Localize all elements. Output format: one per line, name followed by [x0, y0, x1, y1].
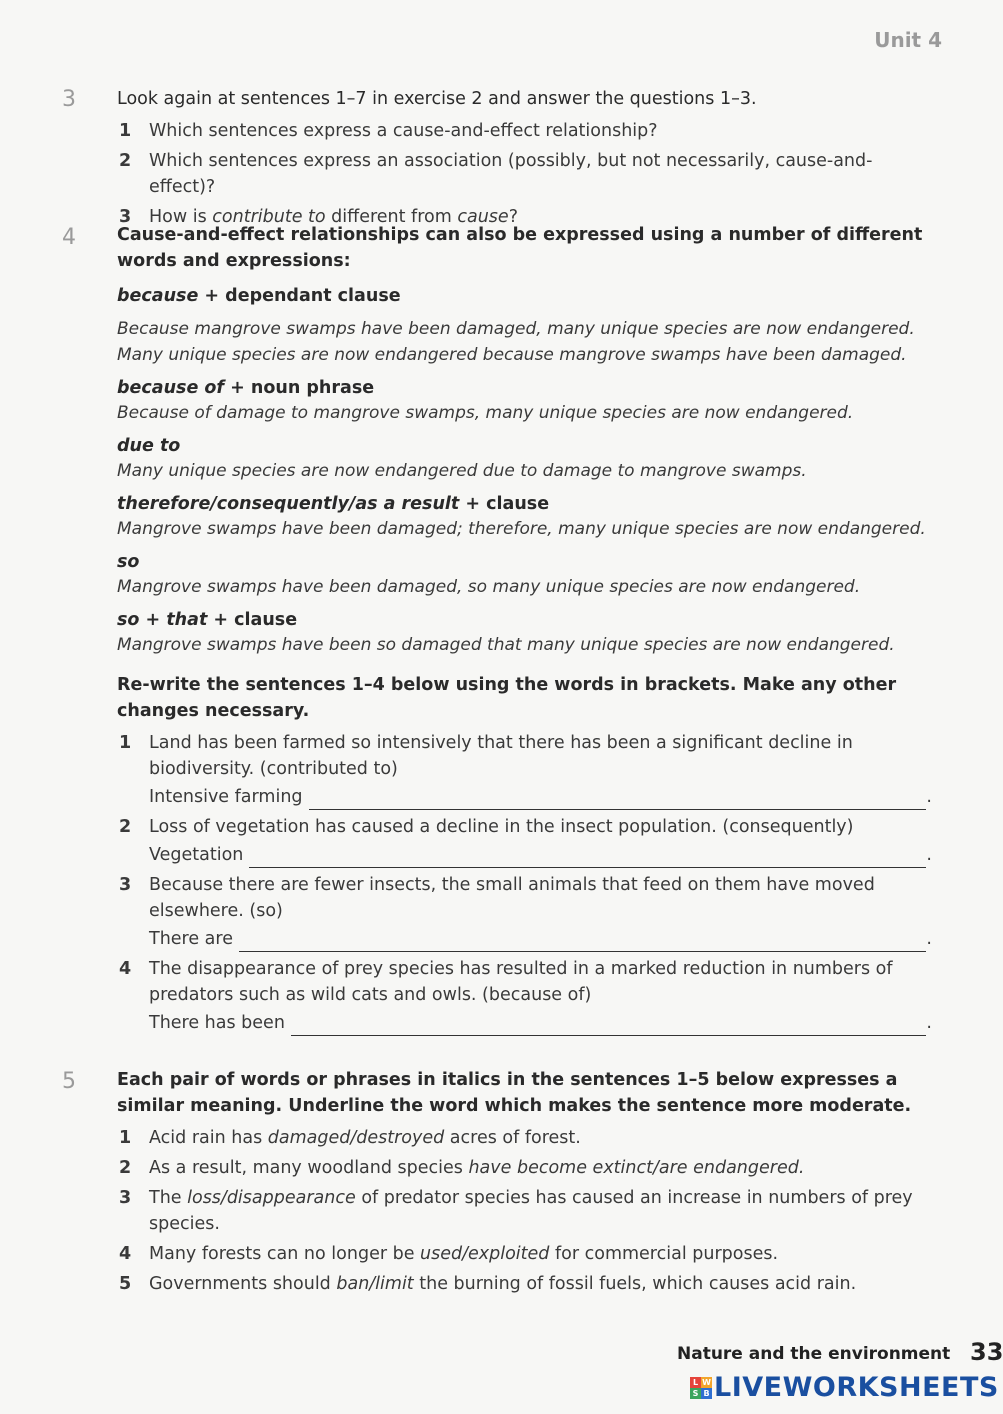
liveworksheets-logo-icon — [690, 1377, 712, 1399]
word-pair-1[interactable]: damaged/destroyed — [267, 1128, 445, 1148]
exercise-5 — [117, 1067, 932, 1297]
pattern-because-example-1: Because mangrove swamps have been damaged, many unique species are now endangered. — [117, 319, 915, 339]
pattern-therefore-heading: therefore/consequently/as a result + clause — [117, 494, 550, 514]
exercise-5-sentence-1: 1 Acid rain has damaged/destroyed acres of forest. — [119, 1128, 581, 1148]
logo-tile: B — [701, 1388, 712, 1399]
answer-line-2[interactable] — [249, 849, 926, 868]
pattern-so-that-example: Mangrove swamps have been so damaged that many unique species are now endangered. — [117, 635, 895, 655]
logo-tile: L — [690, 1377, 701, 1388]
rewrite-sentence-2: 2 Loss of vegetation has caused a decline in the insect population. (consequently) — [119, 817, 854, 837]
pattern-so-example: Mangrove swamps have been damaged, so many unique species are now endangered. — [117, 577, 861, 597]
rewrite-answer-1[interactable]: Intensive farming . — [117, 784, 932, 810]
rewrite-answer-4[interactable]: There has been . — [117, 1010, 932, 1036]
exercise-5-number: 5 — [62, 1069, 76, 1094]
pattern-so-that-heading: so + that + clause — [117, 610, 298, 630]
footer-title: Nature and the environment — [677, 1344, 951, 1364]
pattern-therefore-example: Mangrove swamps have been damaged; therefore, many unique species are now endangered. — [117, 519, 926, 539]
exercise-5-instruction: Each pair of words or phrases in italics in the sentences 1–5 below expresses a similar meaning. Underline the word which makes the sentence more moderate. — [117, 1070, 912, 1116]
word-pair-5[interactable]: ban/limit — [336, 1274, 414, 1294]
exercise-4-instruction: Cause-and-effect relationships can also be expressed using a number of different words and expressions: — [117, 225, 923, 271]
rewrite-sentence-1: 1 Land has been farmed so intensively that there has been a significant decline in biodiversity. (contributed to) — [119, 733, 853, 779]
pattern-because-of-heading: because of + noun phrase — [117, 378, 375, 398]
rewrite-answer-2[interactable]: Vegetation . — [117, 842, 932, 868]
exercise-3 — [117, 86, 932, 230]
exercise-3-question-1: 1 Which sentences express a cause-and-effect relationship? — [119, 121, 658, 141]
rewrite-answer-3[interactable]: There are . — [117, 926, 932, 952]
pattern-due-to-example: Many unique species are now endangered due to damage to mangrove swamps. — [117, 461, 807, 481]
unit-label: Unit 4 — [874, 28, 942, 52]
exercise-5-sentence-5: 5 Governments should ban/limit the burning of fossil fuels, which causes acid rain. — [119, 1274, 857, 1294]
logo-tile: S — [690, 1388, 701, 1399]
liveworksheets-brand — [690, 1372, 999, 1403]
logo-tile: W — [702, 1377, 711, 1387]
answer-line-1[interactable] — [309, 791, 927, 810]
answer-line-4[interactable] — [291, 1017, 927, 1036]
exercise-5-sentence-4: 4 Many forests can no longer be used/exploited for commercial purposes. — [119, 1244, 779, 1264]
word-pair-4[interactable]: used/exploited — [420, 1244, 550, 1264]
rewrite-sentence-4: 4 The disappearance of prey species has resulted in a marked reduction in numbers of predators such as wild cats and owls. (because of) — [119, 959, 893, 1005]
rewrite-instruction: Re-write the sentences 1–4 below using the words in brackets. Make any other changes necessary. — [117, 675, 897, 721]
pattern-because-of-example: Because of damage to mangrove swamps, many unique species are now endangered. — [117, 403, 854, 423]
exercise-3-question-2: 2 Which sentences express an association (possibly, but not necessarily, cause-and-effect)? — [119, 151, 873, 197]
word-pair-2[interactable]: have become extinct/are endangered. — [468, 1158, 805, 1178]
brand-text: LIVEWORKSHEETS — [714, 1372, 999, 1403]
pattern-so-heading: so — [117, 552, 140, 572]
pattern-due-to-heading: due to — [117, 436, 181, 456]
exercise-5-sentence-2: 2 As a result, many woodland species have become extinct/are endangered. — [119, 1158, 805, 1178]
rewrite-sentence-3: 3 Because there are fewer insects, the small animals that feed on them have moved elsewhere. (so) — [119, 875, 875, 921]
pattern-because-example-2: Many unique species are now endangered because mangrove swamps have been damaged. — [117, 345, 907, 365]
word-pair-3[interactable]: loss/disappearance — [187, 1188, 356, 1208]
exercise-3-question-3: 3 How is contribute to different from cause? — [119, 207, 518, 227]
exercise-4-number: 4 — [62, 225, 76, 250]
answer-line-3[interactable] — [239, 933, 926, 952]
pattern-because-heading: because + dependant clause — [117, 286, 401, 306]
exercise-3-number: 3 — [62, 87, 76, 112]
exercise-4 — [117, 222, 932, 1036]
exercise-5-sentence-3: 3 The loss/disappearance of predator species has caused an increase in numbers of prey species. — [119, 1188, 913, 1234]
page-number: 33 — [970, 1338, 1003, 1366]
exercise-3-instruction: Look again at sentences 1–7 in exercise 2 and answer the questions 1–3. — [117, 89, 757, 109]
